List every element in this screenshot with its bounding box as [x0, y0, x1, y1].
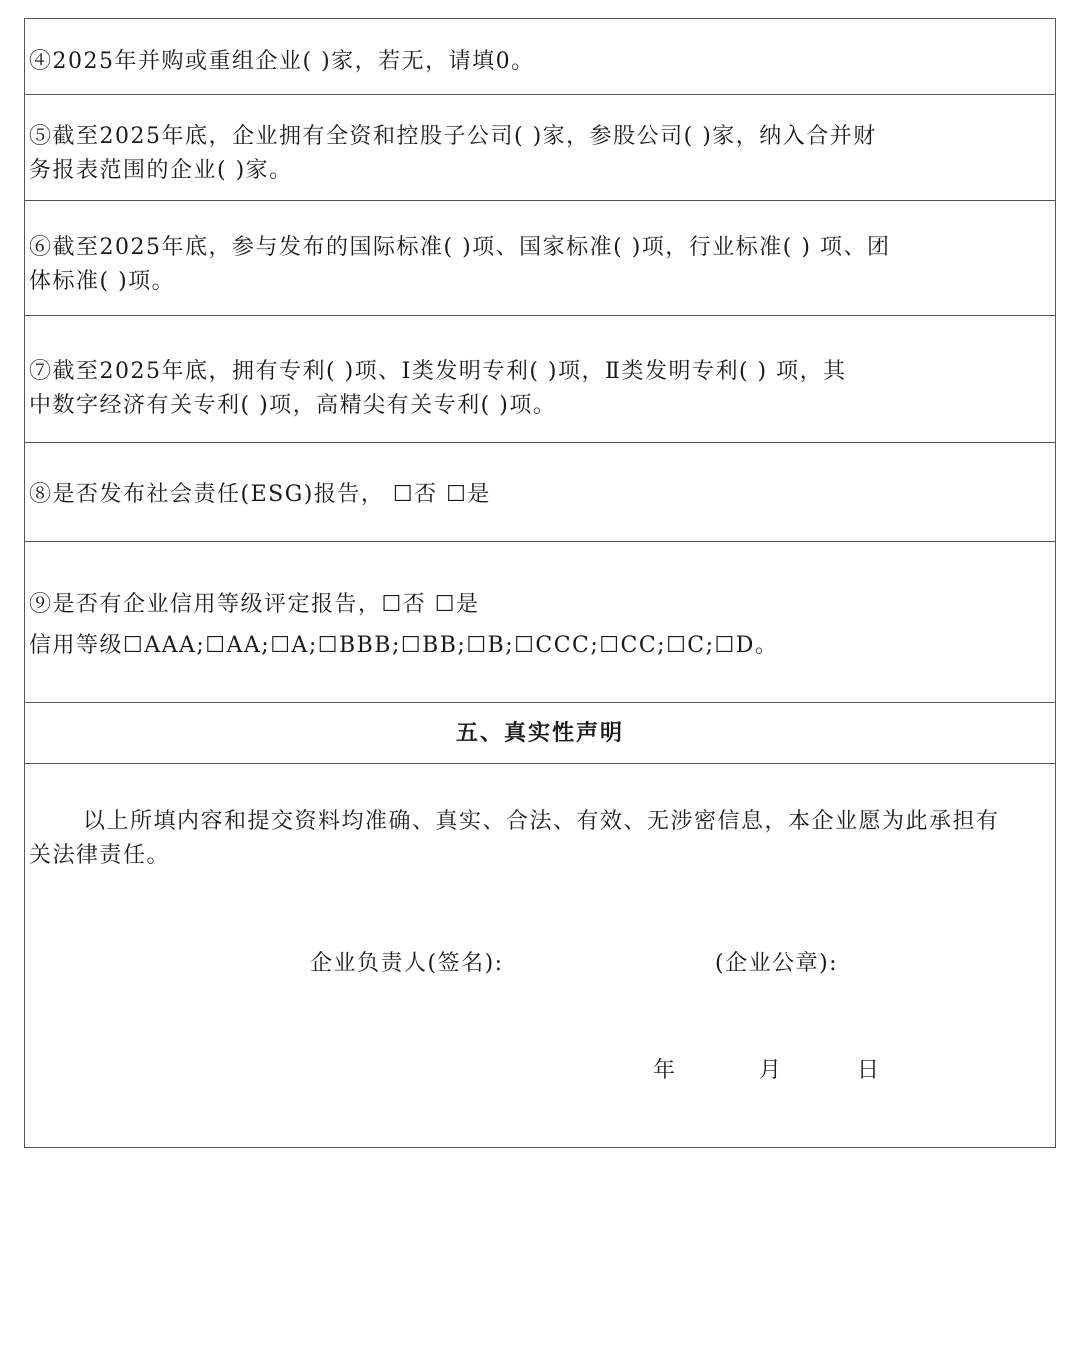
row-q4	[25, 19, 1055, 95]
q6-text-line2: 体标准( )项。	[29, 269, 176, 294]
row-q5	[25, 95, 1055, 201]
q4-text: ④2025年并购或重组企业( )家，若无，请填0。	[29, 49, 535, 74]
declaration-text-line2: 关法律责任。	[29, 843, 171, 868]
q6-text-line1: ⑥截至2025年底，参与发布的国际标准( )项、国家标准( )项，行业标准( ) 项、团	[29, 235, 891, 260]
q7-text-line1: ⑦截至2025年底，拥有专利( )项、I类发明专利( )项，Ⅱ类发明专利( ) 项，其	[29, 359, 847, 384]
date-month-label: 月	[759, 1058, 783, 1083]
q5-text-line1: ⑤截至2025年底，企业拥有全资和控股子公司( )家，参股公司( )家，纳入合并财	[29, 124, 877, 149]
form-table	[24, 18, 1056, 1148]
declaration-heading: 五、真实性声明	[455, 720, 624, 746]
row-declaration-heading	[25, 703, 1055, 764]
signer-label: 企业负责人(签名):	[310, 951, 504, 976]
row-q7	[25, 316, 1055, 443]
q5-text-line2: 务报表范围的企业( )家。	[29, 158, 293, 183]
declaration-text-line1: 以上所填内容和提交资料均准确、真实、合法、有效、无涉密信息，本企业愿为此承担有	[83, 809, 1000, 834]
date-day-label: 日	[857, 1058, 881, 1083]
seal-label: (企业公章):	[715, 951, 839, 976]
row-q9	[25, 542, 1055, 703]
q8-text: ⑧是否发布社会责任(ESG)报告， ☐否 ☐是	[29, 482, 491, 507]
row-q8	[25, 443, 1055, 542]
q9-text-line2: 信用等级☐AAA;☐AA;☐A;☐BBB;☐BB;☐B;☐CCC;☐CC;☐C;☐D。	[29, 633, 779, 658]
date-year-label: 年	[653, 1058, 677, 1083]
row-q6	[25, 201, 1055, 316]
q7-text-line2: 中数字经济有关专利( )项，高精尖有关专利( )项。	[29, 393, 557, 418]
declaration-body	[25, 764, 1055, 1147]
q9-text-line1: ⑨是否有企业信用等级评定报告，☐否 ☐是	[29, 592, 480, 617]
